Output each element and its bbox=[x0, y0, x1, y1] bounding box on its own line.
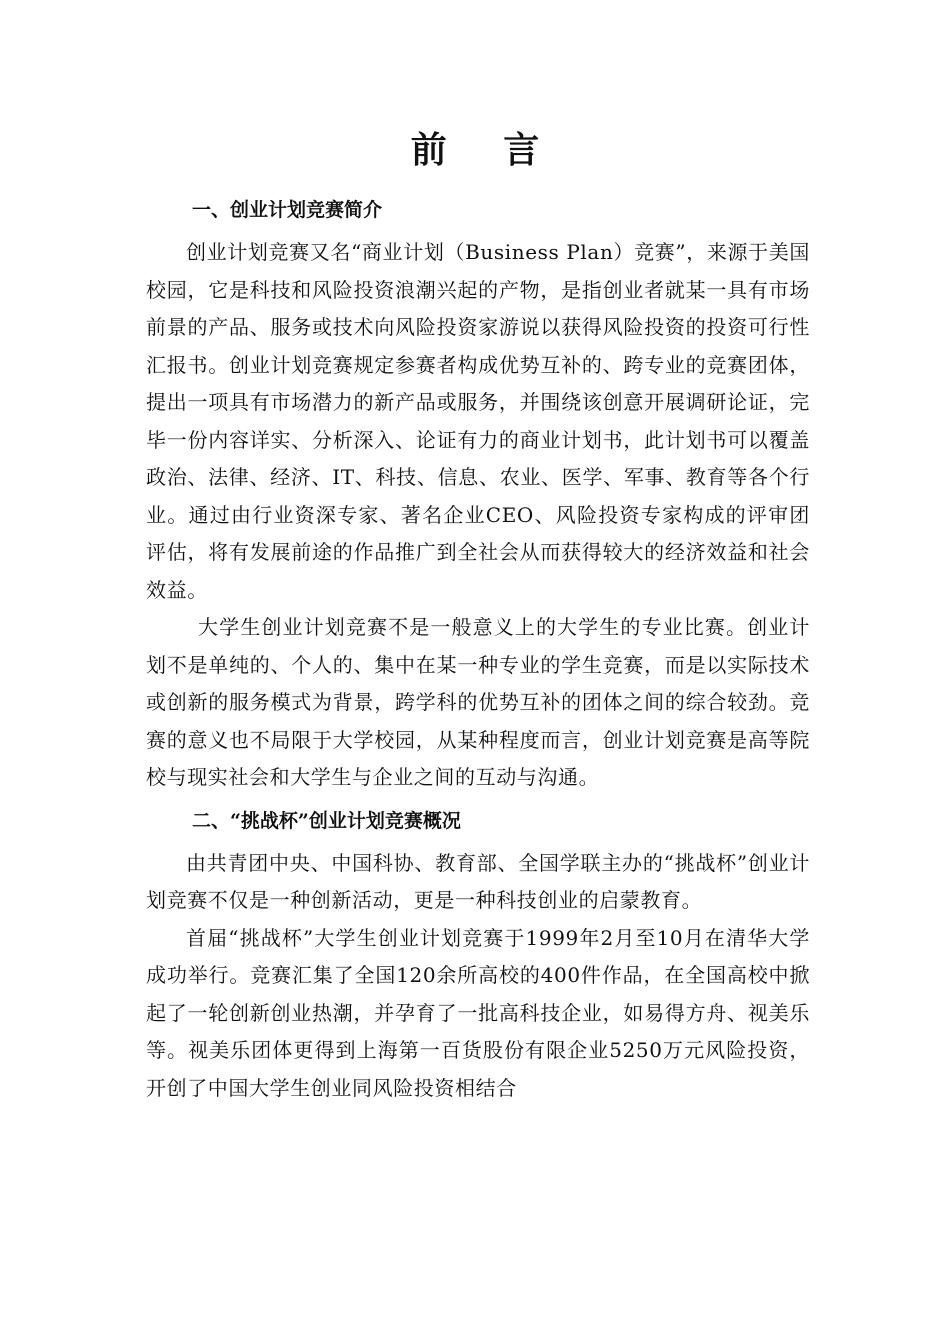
section-overview bbox=[146, 797, 810, 1108]
page-title: 前 言 bbox=[410, 129, 562, 171]
section-heading: 一、创业计划竞赛简介 bbox=[192, 199, 383, 221]
body-paragraph: 大学生创业计划竞赛不是一般意义上的大学生的专业比赛。创业计划不是单纯的、个人的、集中在某一种专业的学生竞赛，而是以实际技术或创新的服务模式为背景，跨学科的优势互补的团体之间的综合较劲。竞赛的意义也不局限于大学校园，从某种程度而言，创业计划竞赛是高等院校与现实社会和大学生与企业之间的互动与沟通。 bbox=[146, 615, 810, 789]
document-body bbox=[146, 186, 810, 1107]
body-paragraph: 创业计划竞赛又名“商业计划（Business Plan）竞赛”，来源于美国校园，它是科技和风险投资浪潮兴起的产物，是指创业者就某一具有市场前景的产品、服务或技术向风险投资家游说以获得风险投资的投资可行性汇报书。创业计划竞赛规定参赛者构成优势互补的、跨专业的竞赛团体，提出一项具有市场潜力的新产品或服务，并围绕该创意开展调研论证，完毕一份内容详实、分析深入、论证有力的商业计划书，此计划书可以覆盖政治、法律、经济、IT、科技、信息、农业、医学、军事、教育等各个行业。通过由行业资深专家、著名企业CEO、风险投资专家构成的评审团评估，将有发展前途的作品推广到全社会从而获得较大的经济效益和社会效益。 bbox=[146, 240, 810, 602]
section-heading: 二、“挑战杯”创业计划竞赛概况 bbox=[192, 809, 461, 832]
body-paragraph: 由共青团中央、中国科协、教育部、全国学联主办的“挑战杯”创业计划竞赛不仅是一种创新活动，更是一种科技创业的启蒙教育。 bbox=[146, 850, 810, 912]
body-paragraph: 首届“挑战杯”大学生创业计划竞赛于1999年2月至10月在清华大学成功举行。竞赛汇集了全国120余所高校的400件作品，在全国高校中掀起了一轮创新创业热潮，并孕育了一批高科技企业，如易得方舟、视美乐等。视美乐团体更得到上海第一百货股份有限企业5250万元风险投资，开创了中国大学生创业同风险投资相结合 bbox=[146, 925, 810, 1100]
section-introduction bbox=[146, 186, 810, 797]
